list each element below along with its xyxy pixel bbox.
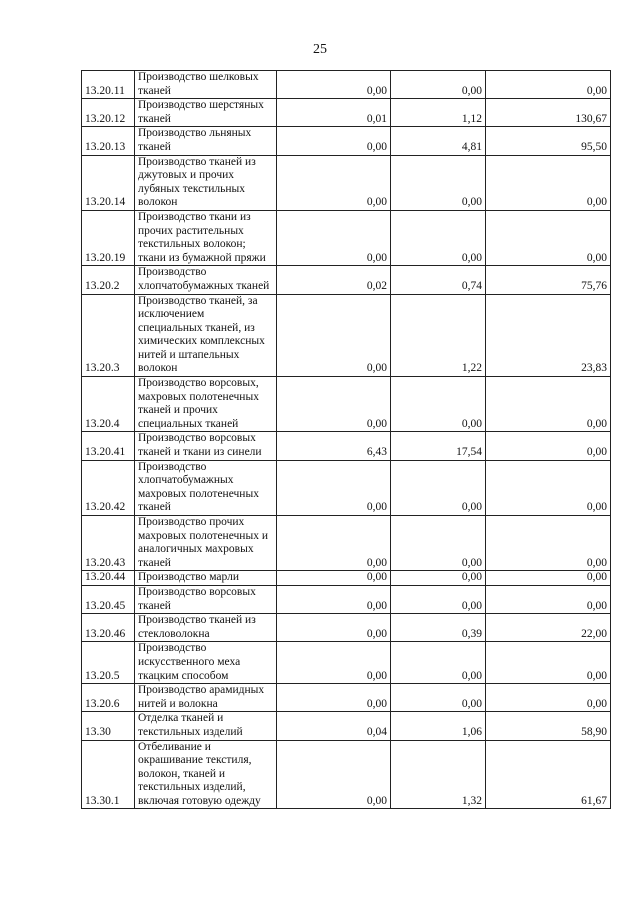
row-value-v2: 1,32 (391, 740, 486, 809)
row-value-v2: 0,39 (391, 614, 486, 642)
table-row (82, 377, 611, 432)
row-value-v3: 130,67 (486, 99, 611, 127)
row-value-v2: 0,00 (391, 585, 486, 613)
row-name-cell (135, 642, 277, 684)
row-value-v2: 0,00 (391, 516, 486, 571)
row-value-v2: 0,00 (391, 210, 486, 265)
row-code: 13.20.44 (82, 571, 135, 586)
table-row (82, 460, 611, 515)
row-value-v3: 0,00 (486, 377, 611, 432)
row-value-v1: 0,00 (277, 571, 391, 586)
row-code: 13.20.46 (82, 614, 135, 642)
table-row (82, 71, 611, 99)
row-code: 13.20.12 (82, 99, 135, 127)
row-name-cell (135, 740, 277, 809)
row-name-cell (135, 516, 277, 571)
row-code: 13.20.41 (82, 432, 135, 460)
table-row (82, 210, 611, 265)
table-row (82, 127, 611, 155)
row-code: 13.20.42 (82, 460, 135, 515)
row-value-v2: 17,54 (391, 432, 486, 460)
table-row (82, 155, 611, 210)
table-row (82, 585, 611, 613)
row-value-v1: 0,00 (277, 71, 391, 99)
row-value-v3: 22,00 (486, 614, 611, 642)
row-name-cell (135, 585, 277, 613)
row-value-v1: 6,43 (277, 432, 391, 460)
row-value-v1: 0,04 (277, 712, 391, 740)
row-name-cell (135, 432, 277, 460)
row-name-cell (135, 460, 277, 515)
row-value-v3: 0,00 (486, 460, 611, 515)
row-name: Производство шерстяных тканей (138, 99, 264, 125)
row-value-v1: 0,00 (277, 585, 391, 613)
row-value-v1: 0,00 (277, 460, 391, 515)
row-value-v3: 0,00 (486, 684, 611, 712)
row-name: Производство ворсовых, махровых полотенечных тканей и прочих специальных тканей (138, 377, 259, 430)
data-table (81, 70, 611, 809)
row-value-v2: 0,74 (391, 266, 486, 294)
row-value-v1: 0,00 (277, 642, 391, 684)
row-value-v3: 95,50 (486, 127, 611, 155)
row-value-v1: 0,01 (277, 99, 391, 127)
row-name-cell (135, 614, 277, 642)
row-code: 13.20.45 (82, 585, 135, 613)
table-row (82, 432, 611, 460)
table-row (82, 712, 611, 740)
row-value-v3: 0,00 (486, 516, 611, 571)
row-value-v1: 0,00 (277, 516, 391, 571)
row-name-cell (135, 127, 277, 155)
table-row (82, 571, 611, 586)
row-name: Производство тканей из джутовых и прочих лубяных текстильных волокон (138, 155, 256, 209)
row-code: 13.20.13 (82, 127, 135, 155)
row-value-v2: 0,00 (391, 460, 486, 515)
row-name: Производство марли (138, 571, 240, 584)
row-name-cell (135, 155, 277, 210)
page-number: 25 (313, 42, 327, 57)
table-row (82, 516, 611, 571)
row-name-cell (135, 210, 277, 265)
row-value-v3: 0,00 (486, 210, 611, 265)
row-value-v1: 0,00 (277, 294, 391, 377)
row-value-v2: 1,12 (391, 99, 486, 127)
row-value-v3: 58,90 (486, 712, 611, 740)
row-value-v2: 0,00 (391, 684, 486, 712)
row-name: Производство льняных тканей (138, 127, 252, 153)
row-name: Производство хлопчатобумажных махровых полотенечных тканей (138, 460, 259, 514)
row-code: 13.20.3 (82, 294, 135, 377)
row-value-v2: 0,00 (391, 155, 486, 210)
row-name: Производство хлопчатобумажных тканей (138, 266, 270, 292)
row-value-v3: 75,76 (486, 266, 611, 294)
row-value-v2: 1,06 (391, 712, 486, 740)
row-name-cell (135, 71, 277, 99)
row-value-v1: 0,00 (277, 740, 391, 809)
row-name: Производство ворсовых тканей и ткани из синели (138, 432, 262, 459)
row-code: 13.20.43 (82, 516, 135, 571)
row-value-v1: 0,00 (277, 155, 391, 210)
row-value-v3: 0,00 (486, 571, 611, 586)
row-code: 13.30 (82, 712, 135, 740)
row-name-cell (135, 712, 277, 740)
row-value-v3: 61,67 (486, 740, 611, 809)
table-row (82, 99, 611, 127)
row-code: 13.20.11 (82, 71, 135, 99)
row-value-v2: 0,00 (391, 377, 486, 432)
row-value-v2: 4,81 (391, 127, 486, 155)
row-name: Производство тканей, за исключением специальных тканей, из химических комплексных нитей и штапельных волокон (138, 294, 265, 375)
table-row (82, 614, 611, 642)
row-code: 13.20.6 (82, 684, 135, 712)
row-code: 13.20.14 (82, 155, 135, 210)
row-value-v1: 0,00 (277, 127, 391, 155)
row-code: 13.20.19 (82, 210, 135, 265)
row-name: Отбеливание и окрашивание текстиля, волокон, тканей и текстильных изделий, включая готовую одежду (138, 740, 261, 807)
row-value-v1: 0,00 (277, 614, 391, 642)
table-row (82, 740, 611, 809)
row-value-v3: 0,00 (486, 642, 611, 684)
row-name: Производство прочих махровых полотенечных и аналогичных махровых тканей (138, 516, 268, 569)
row-code: 13.20.2 (82, 266, 135, 294)
table-row (82, 266, 611, 294)
row-name: Производство арамидных нитей и волокна (138, 684, 265, 710)
row-value-v1: 0,00 (277, 210, 391, 265)
row-name: Производство ткани из прочих растительных текстильных волокон; ткани из бумажной пряжи (138, 210, 266, 264)
row-value-v2: 0,00 (391, 571, 486, 586)
row-name-cell (135, 684, 277, 712)
row-value-v3: 0,00 (486, 432, 611, 460)
table-row (82, 294, 611, 377)
row-code: 13.20.5 (82, 642, 135, 684)
row-value-v3: 23,83 (486, 294, 611, 377)
row-name-cell (135, 377, 277, 432)
table-body (82, 71, 611, 809)
row-value-v2: 0,00 (391, 71, 486, 99)
row-value-v2: 0,00 (391, 642, 486, 684)
row-name: Производство шелковых тканей (138, 71, 259, 97)
row-name-cell (135, 99, 277, 127)
row-value-v1: 0,00 (277, 684, 391, 712)
row-code: 13.20.4 (82, 377, 135, 432)
row-value-v2: 1,22 (391, 294, 486, 377)
row-value-v3: 0,00 (486, 585, 611, 613)
row-name-cell (135, 294, 277, 377)
row-name: Производство ворсовых тканей (138, 585, 256, 612)
row-name-cell (135, 266, 277, 294)
row-name: Производство искусственного меха ткацким способом (138, 642, 241, 682)
row-name: Отделка тканей и текстильных изделий (138, 712, 243, 738)
table-row (82, 684, 611, 712)
row-value-v3: 0,00 (486, 71, 611, 99)
table-row (82, 642, 611, 684)
row-name: Производство тканей из стекловолокна (138, 614, 256, 640)
row-code: 13.30.1 (82, 740, 135, 809)
row-value-v1: 0,00 (277, 377, 391, 432)
row-value-v3: 0,00 (486, 155, 611, 210)
row-value-v1: 0,02 (277, 266, 391, 294)
row-name-cell (135, 571, 277, 586)
